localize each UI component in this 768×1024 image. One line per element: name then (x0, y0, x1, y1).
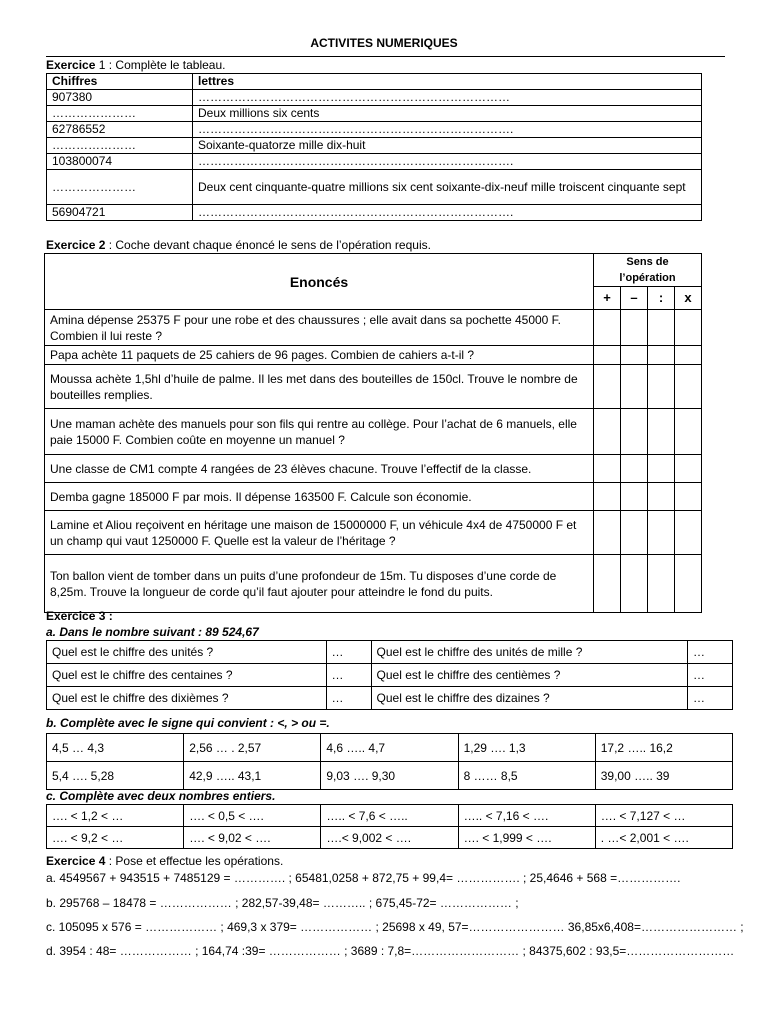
ex2-table (44, 253, 702, 613)
check-cell-multiply[interactable] (675, 346, 702, 365)
compare-cell[interactable]: 5,4 …. 5,28 (47, 762, 184, 790)
table-row (47, 170, 702, 205)
ex4-instruction: : Pose et effectue les opérations. (105, 854, 284, 868)
answer-cell[interactable]: … (326, 641, 371, 664)
bound-cell[interactable]: …. < 7,127 < … (595, 805, 732, 827)
check-cell-divide[interactable] (648, 409, 675, 455)
ex1-number: 1 (95, 58, 106, 72)
check-cell-minus[interactable] (621, 483, 648, 511)
compare-cell[interactable]: 4,5 … 4,3 (47, 734, 184, 762)
check-cell-divide[interactable] (648, 555, 675, 613)
ex1-table (46, 73, 702, 221)
ex2-label: Exercice 2 (46, 238, 106, 252)
check-cell-multiply[interactable] (675, 409, 702, 455)
check-cell-divide[interactable] (648, 310, 675, 346)
op-minus: – (621, 287, 648, 310)
compare-cell[interactable]: 4,6 ….. 4,7 (321, 734, 458, 762)
table-row (47, 687, 733, 710)
check-cell-plus[interactable] (594, 555, 621, 613)
cell-chiffres[interactable]: 56904721 (47, 205, 193, 221)
enonce-text: Ton ballon vient de tomber dans un puits d’une profondeur de 15m. Tu disposes d’une corde de 8,25m. Trouve la longueur de corde qu’il faut ajouter pour atteindre le fond du puits. (45, 555, 594, 613)
ex3-heading (46, 609, 113, 623)
question-cell: Quel est le chiffre des dizaines ? (371, 687, 687, 710)
check-cell-minus[interactable] (621, 455, 648, 483)
table-row (45, 455, 702, 483)
check-cell-multiply[interactable] (675, 310, 702, 346)
table-row (45, 511, 702, 555)
answer-cell[interactable]: … (688, 664, 733, 687)
table-row (45, 483, 702, 511)
check-cell-divide[interactable] (648, 346, 675, 365)
enonce-text: Une maman achète des manuels pour son fils qui rentre au collège. Pour l’achat de 6 manuels, elle paie 15000 F. Combien coûte en moyenne un manuel ? (45, 409, 594, 455)
ex3c-title: c. Complète avec deux nombres entiers. (46, 789, 276, 803)
bound-cell[interactable]: …. < 9,2 < … (47, 827, 184, 849)
question-cell: Quel est le chiffre des unités de mille ? (371, 641, 687, 664)
ex4-line-b[interactable]: b. 295768 – 18478 = ……………… ; 282,57-39,48= ……….. ; 675,45-72= ……………… ; (46, 896, 519, 910)
cell-chiffres[interactable]: ………………… (47, 170, 193, 205)
cell-chiffres[interactable]: 907380 (47, 90, 193, 106)
compare-cell[interactable]: 8 …… 8,5 (458, 762, 595, 790)
page-title: ACTIVITES NUMERIQUES (310, 36, 458, 50)
bound-cell[interactable]: …. < 9,02 < …. (184, 827, 321, 849)
ex1-heading (46, 58, 225, 72)
answer-cell[interactable]: … (326, 687, 371, 710)
table-row (47, 805, 733, 827)
ex1-header-row (47, 74, 702, 90)
answer-cell[interactable]: … (326, 664, 371, 687)
question-cell: Quel est le chiffre des dixièmes ? (47, 687, 327, 710)
bound-cell[interactable]: …. < 1,2 < … (47, 805, 184, 827)
col-lettres: lettres (193, 74, 702, 90)
cell-chiffres[interactable]: ………………… (47, 106, 193, 122)
table-row (47, 138, 702, 154)
table-row (47, 106, 702, 122)
check-cell-divide[interactable] (648, 511, 675, 555)
bound-cell[interactable]: ….. < 7,16 < …. (458, 805, 595, 827)
check-cell-divide[interactable] (648, 365, 675, 409)
table-row (45, 555, 702, 613)
ex4-line-a[interactable]: a. 4549567 + 943515 + 7485129 = …………. ; 65481,0258 + 872,75 + 99,4= ……………. ; 25,4646 + 568 =……………. (46, 871, 681, 885)
table-row (45, 346, 702, 365)
ex4-heading (46, 854, 283, 868)
cell-lettres[interactable]: …………………………………………………………………… (193, 90, 702, 106)
ex2-header-row (45, 254, 702, 287)
ex2-heading (46, 238, 431, 252)
question-cell: Quel est le chiffre des unités ? (47, 641, 327, 664)
check-cell-plus[interactable] (594, 346, 621, 365)
ex4-line-c[interactable]: c. 105095 x 576 = ……………… ; 469,3 x 379= ……………… ; 25698 x 49, 57=…………………… 36,85x6,408=…………………… ; (46, 920, 744, 934)
enonce-text: Amina dépense 25375 F pour une robe et des chaussures ; elle avait dans sa pochette 45000 F. Combien il lui reste ? (45, 310, 594, 346)
check-cell-minus[interactable] (621, 511, 648, 555)
check-cell-multiply[interactable] (675, 455, 702, 483)
check-cell-plus[interactable] (594, 511, 621, 555)
question-cell: Quel est le chiffre des centaines ? (47, 664, 327, 687)
check-cell-minus[interactable] (621, 555, 648, 613)
bound-cell[interactable]: …. < 0,5 < …. (184, 805, 321, 827)
enonce-text: Demba gagne 185000 F par mois. Il dépense 163500 F. Calcule son économie. (45, 483, 594, 511)
check-cell-minus[interactable] (621, 346, 648, 365)
ex1-label: Exercice (46, 58, 96, 72)
table-row (45, 365, 702, 409)
check-cell-divide[interactable] (648, 455, 675, 483)
col-chiffres: Chiffres (47, 74, 193, 90)
check-cell-minus[interactable] (621, 310, 648, 346)
ex1-instruction: : Complète le tableau. (105, 58, 226, 72)
table-row (45, 310, 702, 346)
check-cell-multiply[interactable] (675, 555, 702, 613)
ex3a-table (46, 640, 733, 710)
enonce-text: Lamine et Aliou reçoivent en héritage une maison de 15000000 F, un véhicule 4x4 de 4750000 F et un champ qui vaut 1250000 F. Quelle est la valeur de l’héritage ? (45, 511, 594, 555)
ex3a-title: a. Dans le nombre suivant : 89 524,67 (46, 625, 259, 639)
table-row (47, 762, 733, 790)
compare-cell[interactable]: 2,56 … . 2,57 (184, 734, 321, 762)
table-row (47, 827, 733, 849)
table-row (47, 205, 702, 221)
cell-lettres[interactable]: ……………………………………………………………………. (193, 154, 702, 170)
enonce-text: Une classe de CM1 compte 4 rangées de 23 élèves chacune. Trouve l’effectif de la classe. (45, 455, 594, 483)
op-multiply: x (675, 287, 702, 310)
table-row (47, 90, 702, 106)
cell-lettres[interactable]: Soixante-quatorze mille dix-huit (193, 138, 702, 154)
table-row (47, 154, 702, 170)
enonce-text: Moussa achète 1,5hl d’huile de palme. Il les met dans des bouteilles de 150cl. Trouve le nombre de bouteilles remplies. (45, 365, 594, 409)
ex3b-title: b. Complète avec le signe qui convient : <, > ou =. (46, 716, 330, 730)
check-cell-plus[interactable] (594, 483, 621, 511)
op-divide: : (648, 287, 675, 310)
check-cell-divide[interactable] (648, 483, 675, 511)
table-row (47, 734, 733, 762)
cell-lettres[interactable]: ……………………………………………………………………. (193, 205, 702, 221)
check-cell-multiply[interactable] (675, 511, 702, 555)
bound-cell[interactable]: ….< 9,002 < …. (321, 827, 458, 849)
ex4-label: Exercice 4 (46, 854, 106, 868)
compare-cell[interactable]: 42,9 ….. 43,1 (184, 762, 321, 790)
table-row (47, 641, 733, 664)
cell-lettres[interactable]: Deux millions six cents (193, 106, 702, 122)
check-cell-multiply[interactable] (675, 365, 702, 409)
bound-cell[interactable]: . …< 2,001 < …. (595, 827, 732, 849)
col-sens-operation: Sens de l’opération (594, 254, 702, 287)
bound-cell[interactable]: …. < 1,999 < …. (458, 827, 595, 849)
ex3c-table (46, 804, 733, 849)
answer-cell[interactable]: … (688, 641, 733, 664)
title-rule (46, 56, 725, 57)
ex3-label: Exercice 3 : (46, 609, 113, 623)
answer-cell[interactable]: … (688, 687, 733, 710)
cell-lettres[interactable]: ……………………………………………………………………. (193, 122, 702, 138)
check-cell-minus[interactable] (621, 365, 648, 409)
cell-chiffres[interactable]: 103800074 (47, 154, 193, 170)
check-cell-multiply[interactable] (675, 483, 702, 511)
compare-cell[interactable]: 39,00 ….. 39 (595, 762, 732, 790)
compare-cell[interactable]: 1,29 …. 1,3 (458, 734, 595, 762)
check-cell-minus[interactable] (621, 409, 648, 455)
cell-chiffres[interactable]: ………………… (47, 138, 193, 154)
table-row (47, 122, 702, 138)
table-row (45, 409, 702, 455)
bound-cell[interactable]: ….. < 7,6 < ….. (321, 805, 458, 827)
ex4-line-d[interactable]: d. 3954 : 48= ……………… ; 164,74 :39= ……………… ; 3689 : 7,8=……………………… ; 84375,602 : 93,5=……………………… (46, 944, 735, 958)
question-cell: Quel est le chiffre des centièmes ? (371, 664, 687, 687)
check-cell-plus[interactable] (594, 455, 621, 483)
cell-lettres[interactable]: Deux cent cinquante-quatre millions six cent soixante-dix-neuf mille troiscent cinquante sept (193, 170, 702, 205)
op-plus: + (594, 287, 621, 310)
compare-cell[interactable]: 9,03 …. 9,30 (321, 762, 458, 790)
enonce-text: Papa achète 11 paquets de 25 cahiers de 96 pages. Combien de cahiers a-t-il ? (45, 346, 594, 365)
compare-cell[interactable]: 17,2 ….. 16,2 (595, 734, 732, 762)
check-cell-plus[interactable] (594, 409, 621, 455)
ex3b-table (46, 733, 733, 790)
col-enonces: Enoncés (45, 254, 594, 310)
table-row (47, 664, 733, 687)
ex2-instruction: : Coche devant chaque énoncé le sens de l’opération requis. (105, 238, 431, 252)
check-cell-plus[interactable] (594, 365, 621, 409)
check-cell-plus[interactable] (594, 310, 621, 346)
cell-chiffres[interactable]: 62786552 (47, 122, 193, 138)
